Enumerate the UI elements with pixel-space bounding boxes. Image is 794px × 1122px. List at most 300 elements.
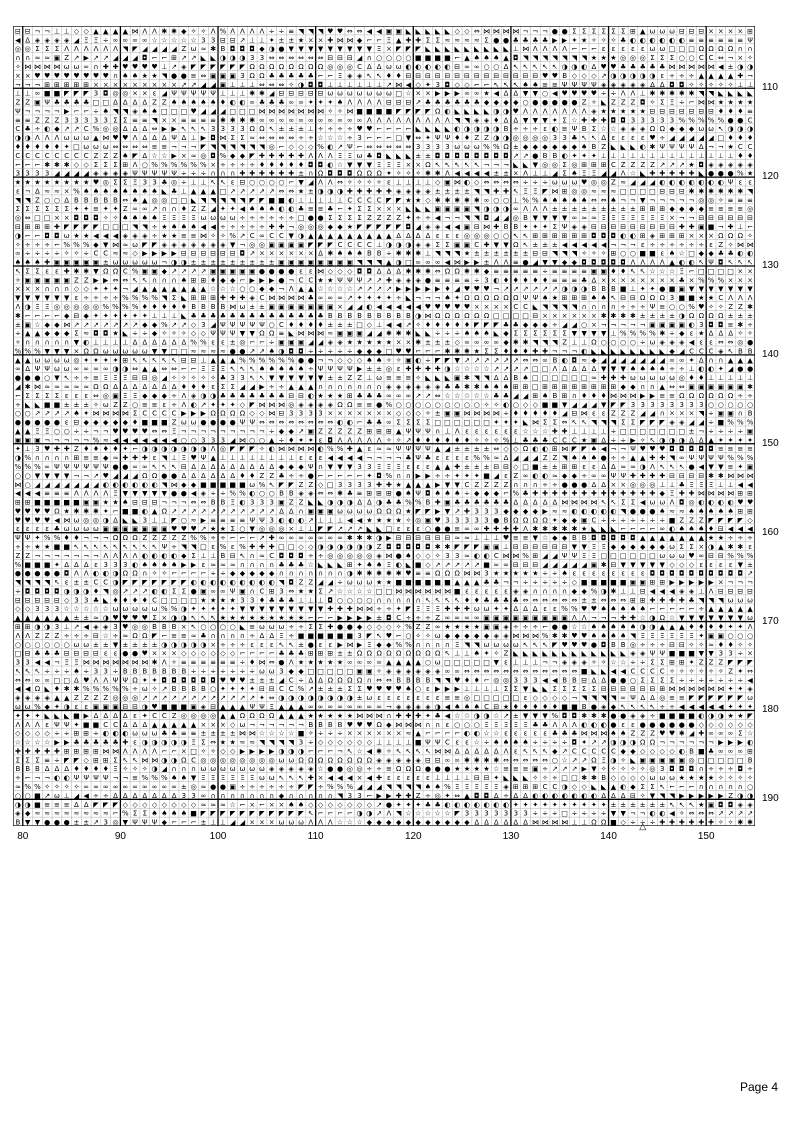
stitch-symbol: ♣: [493, 499, 499, 507]
stitch-symbol: ε: [475, 427, 479, 435]
stitch-symbol: ◣: [474, 107, 480, 115]
stitch-symbol: ω: [650, 339, 656, 347]
stitch-symbol: ↗: [464, 356, 470, 364]
stitch-symbol: ⋈: [239, 436, 246, 444]
stitch-symbol: ≡: [571, 267, 577, 275]
stitch-symbol: B: [221, 552, 226, 560]
stitch-symbol: Λ: [347, 99, 352, 107]
stitch-symbol: Δ: [211, 463, 216, 471]
stitch-symbol: Λ: [640, 259, 645, 267]
stitch-symbol: ±: [474, 445, 480, 453]
stitch-symbol: ⇔: [679, 383, 685, 391]
stitch-symbol: □: [669, 427, 676, 435]
stitch-symbol: %: [220, 152, 227, 160]
stitch-symbol: Ξ: [396, 463, 400, 471]
stitch-symbol: ◘: [620, 259, 626, 267]
stitch-symbol: ¬: [610, 241, 616, 249]
stitch-symbol: ▶: [181, 410, 187, 418]
stitch-symbol: ✧: [601, 250, 607, 258]
stitch-symbol: ×: [288, 525, 294, 533]
stitch-symbol: ⌐: [230, 534, 236, 542]
stitch-symbol: ✚: [493, 223, 499, 231]
stitch-symbol: ○: [259, 436, 265, 444]
stitch-symbol: ↗: [200, 267, 206, 275]
stitch-symbol: Σ: [582, 27, 586, 35]
stitch-symbol: ×: [386, 410, 392, 418]
stitch-symbol: ✚: [679, 596, 685, 604]
stitch-symbol: ⊞: [34, 223, 40, 231]
stitch-symbol: ⇔: [366, 143, 372, 151]
stitch-symbol: ◎: [483, 232, 489, 240]
stitch-symbol: Δ: [513, 605, 518, 613]
stitch-symbol: Ψ: [650, 303, 656, 311]
stitch-symbol: ♣: [190, 312, 196, 320]
stitch-symbol: ◀: [113, 436, 119, 444]
stitch-symbol: ⊞: [601, 383, 607, 391]
stitch-symbol: ⊟: [513, 543, 519, 551]
stitch-symbol: ♠: [474, 54, 480, 62]
stitch-symbol: ✚: [64, 445, 70, 453]
stitch-symbol: Σ: [660, 99, 664, 107]
stitch-symbol: ♣: [679, 276, 685, 284]
stitch-symbol: ▶: [269, 276, 275, 284]
stitch-symbol: ↖: [728, 347, 734, 355]
stitch-symbol: ■: [483, 561, 490, 569]
stitch-symbol: ⊟: [679, 187, 685, 195]
stitch-symbol: Ω: [230, 410, 236, 418]
stitch-symbol: ★: [396, 481, 402, 489]
stitch-symbol: ÷: [103, 36, 109, 44]
stitch-symbol: ×: [698, 543, 704, 551]
stitch-symbol: ♣: [581, 276, 587, 284]
stitch-symbol: ●: [640, 507, 646, 515]
stitch-symbol: ∞: [132, 36, 138, 44]
stitch-symbol: ■: [483, 472, 490, 480]
stitch-symbol: ⌐: [376, 36, 382, 44]
stitch-symbol: ♠: [474, 330, 480, 338]
stitch-symbol: ε: [602, 410, 606, 418]
stitch-symbol: ♠: [132, 72, 138, 80]
stitch-symbol: ÷: [542, 579, 548, 587]
stitch-symbol: ±: [464, 445, 470, 453]
stitch-symbol: ◘: [445, 81, 451, 89]
stitch-symbol: Λ: [533, 205, 538, 213]
stitch-symbol: ✱: [698, 187, 704, 195]
stitch-symbol: ≈: [44, 187, 50, 195]
stitch-symbol: ■: [24, 561, 31, 569]
stitch-symbol: ◥: [542, 339, 548, 347]
stitch-symbol: ✚: [347, 605, 353, 613]
stitch-symbol: ◈: [201, 490, 207, 498]
stitch-symbol: Ξ: [387, 463, 391, 471]
stitch-symbol: ◎: [308, 223, 314, 231]
stitch-symbol: ÷: [640, 339, 646, 347]
stitch-symbol: C: [748, 116, 753, 124]
stitch-symbol: ◆: [259, 45, 265, 53]
stitch-symbol: Z: [611, 99, 616, 107]
stitch-symbol: C: [172, 410, 177, 418]
stitch-symbol: ◐: [327, 143, 333, 151]
stitch-symbol: ⌐: [200, 570, 206, 578]
stitch-symbol: ▼: [308, 374, 314, 382]
stitch-symbol: ÷: [435, 472, 441, 480]
stitch-symbol: ■: [34, 499, 41, 507]
stitch-symbol: ☆: [308, 561, 314, 569]
stitch-symbol: ¬: [679, 196, 685, 204]
stitch-symbol: ★: [308, 587, 314, 595]
stitch-symbol: ▼: [621, 365, 627, 373]
stitch-symbol: Σ: [689, 543, 693, 551]
stitch-symbol: ω: [142, 605, 148, 613]
stitch-symbol: ▣: [327, 259, 334, 267]
stitch-symbol: ⋈: [298, 107, 305, 115]
stitch-symbol: %: [698, 276, 705, 284]
stitch-symbol: ⊥: [640, 90, 646, 98]
stitch-symbol: ∞: [220, 587, 226, 595]
stitch-symbol: ◢: [44, 481, 50, 489]
stitch-symbol: ÷: [239, 223, 245, 231]
stitch-symbol: Λ: [142, 27, 147, 35]
stitch-symbol: ☆: [337, 161, 343, 169]
stitch-symbol: Σ: [367, 205, 371, 213]
stitch-symbol: C: [347, 196, 352, 204]
stitch-symbol: ◑: [386, 241, 392, 249]
stitch-symbol: ○: [679, 303, 685, 311]
stitch-symbol: ✱: [474, 267, 480, 275]
stitch-symbol: ♠: [161, 561, 167, 569]
stitch-symbol: ⋈: [561, 499, 568, 507]
stitch-symbol: ♠: [581, 143, 587, 151]
stitch-symbol: ◥: [474, 205, 480, 213]
stitch-symbol: ⋈: [698, 63, 705, 71]
stitch-symbol: ◑: [444, 365, 450, 373]
stitch-symbol: ⇔: [386, 143, 392, 151]
stitch-symbol: Z: [299, 481, 304, 489]
stitch-symbol: Ψ: [562, 81, 568, 89]
stitch-symbol: ÷: [659, 516, 665, 524]
stitch-symbol: ÷: [249, 214, 255, 222]
stitch-symbol: ⊞: [386, 427, 392, 435]
stitch-symbol: ◣: [747, 90, 753, 98]
stitch-symbol: ◆: [533, 507, 539, 515]
stitch-symbol: Z: [103, 152, 108, 160]
stitch-symbol: Δ: [513, 116, 518, 124]
stitch-symbol: ◑: [483, 205, 489, 213]
stitch-symbol: ±: [581, 205, 587, 213]
stitch-symbol: ✚: [386, 187, 392, 195]
stitch-symbol: ▼: [308, 45, 314, 53]
stitch-symbol: Z: [123, 205, 128, 213]
stitch-symbol: ▼: [708, 285, 714, 293]
stitch-symbol: Ω: [240, 410, 246, 418]
stitch-symbol: ▣: [307, 259, 314, 267]
stitch-symbol: ω: [640, 374, 646, 382]
stitch-symbol: ○: [269, 321, 275, 329]
stitch-symbol: ▶: [171, 250, 177, 258]
stitch-symbol: ✦: [318, 99, 324, 107]
stitch-symbol: ⊟: [708, 552, 714, 560]
stitch-symbol: ⇔: [288, 419, 294, 427]
stitch-symbol: ◇: [74, 285, 80, 293]
stitch-symbol: ●: [562, 481, 568, 489]
stitch-symbol: Λ: [621, 90, 626, 98]
stitch-symbol: ♦: [542, 410, 548, 418]
stitch-symbol: ◥: [581, 54, 587, 62]
stitch-symbol: Z: [35, 116, 40, 124]
stitch-symbol: ↗: [191, 54, 197, 62]
stitch-symbol: ♥: [698, 303, 704, 311]
stitch-symbol: ○: [620, 339, 626, 347]
stitch-symbol: ∞: [669, 356, 675, 364]
stitch-symbol: ±: [259, 259, 265, 267]
stitch-symbol: ♦: [727, 134, 733, 142]
stitch-symbol: ↖: [503, 81, 509, 89]
stitch-symbol: ◎: [54, 303, 60, 311]
stitch-symbol: 3: [475, 516, 479, 524]
stitch-symbol: ¬: [93, 427, 99, 435]
stitch-symbol: ☆: [210, 285, 216, 293]
stitch-symbol: ✚: [532, 347, 538, 355]
stitch-symbol: Ψ: [708, 454, 714, 462]
stitch-symbol: 3: [240, 72, 244, 80]
stitch-symbol: ☆: [181, 36, 187, 44]
stitch-symbol: ×: [327, 410, 333, 418]
stitch-symbol: □: [73, 143, 80, 151]
stitch-symbol: ▶: [162, 250, 168, 258]
stitch-symbol: Ψ: [523, 294, 529, 302]
stitch-symbol: ÷: [83, 250, 89, 258]
stitch-symbol: Δ: [601, 481, 606, 489]
stitch-symbol: ≡: [552, 276, 558, 284]
stitch-symbol: ◑: [747, 125, 753, 133]
stitch-symbol: ◥: [103, 587, 109, 595]
stitch-symbol: ≡: [54, 490, 60, 498]
stitch-symbol: ✦: [366, 472, 372, 480]
stitch-symbol: ω: [113, 605, 119, 613]
stitch-symbol: □: [600, 552, 607, 560]
stitch-symbol: Z: [55, 116, 60, 124]
stitch-symbol: ε: [592, 410, 596, 418]
stitch-symbol: ●: [708, 170, 714, 178]
stitch-symbol: Ψ: [415, 445, 421, 453]
stitch-symbol: Z: [621, 410, 626, 418]
stitch-symbol: Δ: [699, 143, 704, 151]
stitch-symbol: ∞: [523, 472, 529, 480]
stitch-symbol: Ψ: [142, 170, 148, 178]
stitch-symbol: Δ: [543, 499, 548, 507]
stitch-symbol: ✦: [366, 294, 372, 302]
stitch-symbol: ◢: [650, 179, 656, 187]
stitch-symbol: ↗: [239, 36, 245, 44]
stitch-symbol: ⊟: [718, 552, 724, 560]
stitch-symbol: ◐: [230, 99, 236, 107]
stitch-symbol: Z: [699, 516, 704, 524]
stitch-symbol: Ξ: [45, 303, 49, 311]
stitch-symbol: ×: [269, 250, 275, 258]
stitch-symbol: ÷: [552, 481, 558, 489]
stitch-symbol: ⊟: [200, 250, 206, 258]
stitch-symbol: Δ: [260, 463, 265, 471]
stitch-symbol: ↗: [239, 232, 245, 240]
stitch-symbol: ✧: [15, 63, 21, 71]
stitch-symbol: ⊞: [630, 27, 636, 35]
stitch-symbol: ♣: [54, 525, 60, 533]
stitch-symbol: ✚: [220, 294, 226, 302]
stitch-symbol: ◇: [337, 356, 343, 364]
stitch-symbol: Ω: [503, 143, 509, 151]
stitch-symbol: ○: [630, 339, 636, 347]
stitch-symbol: ✦: [376, 294, 382, 302]
stitch-symbol: ◤: [132, 579, 138, 587]
stitch-symbol: ×: [152, 81, 158, 89]
stitch-symbol: ω: [679, 552, 685, 560]
stitch-symbol: □: [630, 187, 637, 195]
stitch-symbol: ↗: [171, 321, 177, 329]
stitch-symbol: ◤: [328, 241, 334, 249]
stitch-symbol: ◣: [464, 45, 470, 53]
stitch-symbol: ◑: [737, 63, 743, 71]
stitch-symbol: ◎: [103, 125, 109, 133]
stitch-symbol: %: [220, 543, 227, 551]
stitch-symbol: ▼: [718, 463, 724, 471]
stitch-symbol: Δ: [279, 507, 284, 515]
stitch-symbol: ⊞: [747, 507, 753, 515]
stitch-symbol: ±: [308, 187, 314, 195]
stitch-symbol: ↖: [718, 125, 724, 133]
stitch-symbol: ↗: [171, 267, 177, 275]
stitch-symbol: ↗: [347, 525, 353, 533]
stitch-symbol: ◐: [396, 561, 402, 569]
stitch-symbol: ↗: [132, 321, 138, 329]
stitch-symbol: ▣: [34, 436, 41, 444]
stitch-symbol: ◐: [405, 63, 411, 71]
stitch-symbol: ✦: [83, 356, 89, 364]
stitch-symbol: Δ: [386, 267, 391, 275]
stitch-symbol: ⋈: [298, 330, 305, 338]
stitch-symbol: ×: [698, 232, 704, 240]
stitch-symbol: Ξ: [601, 214, 605, 222]
stitch-symbol: ✦: [513, 419, 519, 427]
stitch-symbol: ◆: [84, 312, 90, 320]
stitch-symbol: ⋈: [385, 552, 392, 560]
stitch-symbol: ●: [122, 463, 128, 471]
stitch-symbol: ✧: [591, 250, 597, 258]
stitch-symbol: □: [34, 214, 41, 222]
stitch-symbol: ▼: [44, 472, 50, 480]
stitch-symbol: ⊟: [484, 72, 490, 80]
stitch-symbol: ↗: [230, 507, 236, 515]
stitch-symbol: ¬: [620, 241, 626, 249]
stitch-symbol: ¬: [728, 579, 734, 587]
stitch-symbol: ◑: [15, 454, 21, 462]
stitch-symbol: ⇔: [562, 419, 568, 427]
stitch-symbol: ÷: [523, 179, 529, 187]
stitch-symbol: ÷: [249, 223, 255, 231]
stitch-symbol: ⊞: [542, 232, 548, 240]
stitch-symbol: ◢: [367, 330, 373, 338]
stitch-symbol: ◈: [308, 401, 314, 409]
stitch-symbol: ▣: [239, 587, 246, 595]
stitch-symbol: ◆: [630, 543, 636, 551]
stitch-symbol: ♦: [464, 134, 470, 142]
stitch-symbol: ✱: [405, 330, 411, 338]
stitch-symbol: ω: [152, 605, 158, 613]
stitch-symbol: Ψ: [54, 463, 60, 471]
stitch-symbol: ✧: [747, 330, 753, 338]
stitch-symbol: 3: [279, 587, 283, 595]
stitch-symbol: ◘: [591, 232, 597, 240]
stitch-symbol: ◇: [191, 321, 197, 329]
stitch-symbol: ⇔: [396, 143, 402, 151]
stitch-symbol: %: [34, 347, 41, 355]
stitch-symbol: ⊞: [83, 81, 89, 89]
stitch-symbol: ★: [298, 587, 304, 595]
stitch-symbol: ±: [288, 36, 294, 44]
stitch-symbol: ∩: [328, 383, 333, 391]
stitch-symbol: ◥: [25, 196, 31, 204]
stitch-symbol: ♠: [454, 490, 460, 498]
stitch-symbol: ✦: [230, 205, 236, 213]
stitch-symbol: ¬: [44, 436, 50, 444]
stitch-symbol: ◈: [679, 587, 685, 595]
stitch-symbol: ↖: [269, 125, 275, 133]
stitch-symbol: ✦: [142, 312, 148, 320]
stitch-symbol: ○: [269, 179, 275, 187]
stitch-symbol: ⋈: [434, 587, 441, 595]
stitch-symbol: ↗: [552, 285, 558, 293]
stitch-symbol: Λ: [133, 134, 138, 142]
stitch-symbol: B: [279, 490, 284, 498]
stitch-symbol: Λ: [709, 587, 714, 595]
stitch-symbol: ∞: [474, 90, 480, 98]
stitch-symbol: ω: [366, 507, 372, 515]
stitch-symbol: ⋈: [708, 63, 715, 71]
stitch-symbol: ⇔: [718, 339, 724, 347]
stitch-symbol: ◀: [386, 303, 392, 311]
stitch-symbol: ▣: [747, 427, 754, 435]
stitch-symbol: ⌐: [239, 534, 245, 542]
stitch-symbol: ±: [210, 259, 216, 267]
stitch-symbol: ▼: [445, 481, 451, 489]
stitch-symbol: ◐: [718, 499, 724, 507]
stitch-symbol: ✱: [474, 383, 480, 391]
stitch-symbol: ■: [54, 543, 61, 551]
stitch-symbol: %: [239, 543, 246, 551]
stitch-symbol: ○: [405, 401, 411, 409]
stitch-symbol: ⇔: [474, 27, 480, 35]
stitch-symbol: ±: [83, 401, 89, 409]
stitch-symbol: ◀: [572, 241, 578, 249]
stitch-symbol: ⊞: [552, 383, 558, 391]
stitch-symbol: Σ: [621, 27, 625, 35]
stitch-symbol: ■: [210, 481, 217, 489]
stitch-symbol: ★: [161, 232, 167, 240]
stitch-symbol: ◇: [572, 72, 578, 80]
stitch-symbol: ♦: [210, 276, 216, 284]
stitch-symbol: Ω: [455, 312, 461, 320]
stitch-symbol: ∞: [337, 294, 343, 302]
stitch-symbol: ⊟: [513, 561, 519, 569]
stitch-symbol: ♠: [142, 187, 148, 195]
stitch-symbol: ★: [142, 72, 148, 80]
stitch-symbol: Δ: [718, 330, 723, 338]
stitch-symbol: ◤: [171, 579, 177, 587]
stitch-symbol: C: [162, 410, 167, 418]
stitch-symbol: ♣: [298, 205, 304, 213]
stitch-symbol: ◈: [64, 36, 70, 44]
stitch-symbol: ⇔: [542, 596, 548, 604]
stitch-symbol: ↖: [445, 161, 451, 169]
